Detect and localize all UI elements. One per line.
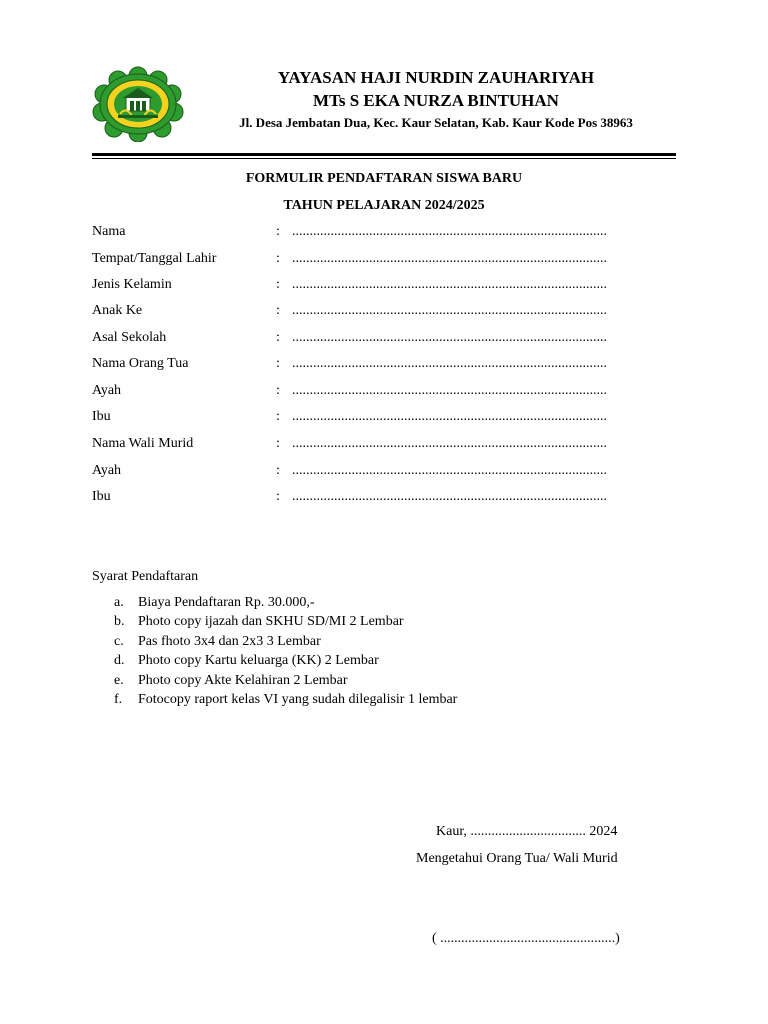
- place-date-line[interactable]: Kaur, ................................. 2024: [436, 824, 618, 839]
- field-row: [92, 330, 652, 350]
- field-colon: :: [276, 224, 280, 239]
- field-label: Nama Orang Tua: [92, 356, 189, 371]
- field-colon: :: [276, 356, 280, 371]
- field-fill-line[interactable]: ..........................................................................................: [292, 303, 607, 318]
- list-marker: d.: [114, 653, 125, 669]
- field-colon: :: [276, 383, 280, 398]
- field-label: Nama: [92, 224, 126, 239]
- list-marker: a.: [114, 595, 124, 610]
- list-text: Photo copy Kartu keluarga (KK) 2 Lembar: [138, 653, 379, 669]
- list-text: Photo copy Akte Kelahiran 2 Lembar: [138, 672, 348, 688]
- list-text: Fotocopy raport kelas VI yang sudah dilegalisir 1 lembar: [138, 691, 458, 707]
- field-row: [92, 436, 652, 456]
- list-marker: f.: [114, 691, 123, 707]
- list-text: Biaya Pendaftaran Rp. 30.000,-: [138, 595, 315, 610]
- form-title: FORMULIR PENDAFTARAN SISWA BARU: [245, 171, 523, 186]
- field-fill-line[interactable]: ..........................................................................................: [292, 489, 607, 504]
- field-label: Ayah: [92, 463, 122, 478]
- field-label: Ibu: [92, 409, 111, 424]
- field-row: [92, 489, 652, 509]
- field-row: [92, 463, 652, 483]
- academic-year: TAHUN PELAJARAN 2024/2025: [283, 198, 485, 213]
- signature-name-line[interactable]: ( ..................................................): [432, 931, 620, 946]
- field-colon: :: [276, 436, 280, 451]
- field-label: Ibu: [92, 489, 111, 504]
- school-emblem-icon: [90, 66, 186, 142]
- school-logo: [90, 66, 186, 142]
- field-fill-line[interactable]: ..........................................................................................: [292, 251, 607, 266]
- field-fill-line[interactable]: ..........................................................................................: [292, 409, 607, 424]
- acknowledgement-label: Mengetahui Orang Tua/ Wali Murid: [416, 851, 618, 866]
- field-label: Anak Ke: [92, 303, 143, 318]
- field-fill-line[interactable]: ..........................................................................................: [292, 383, 607, 398]
- field-fill-line[interactable]: ..........................................................................................: [292, 356, 607, 371]
- field-colon: :: [276, 251, 280, 266]
- field-fill-line[interactable]: ..........................................................................................: [292, 330, 607, 345]
- field-colon: :: [276, 489, 280, 504]
- field-row: [92, 251, 652, 271]
- header-divider-thick: [92, 153, 676, 156]
- field-colon: :: [276, 409, 280, 424]
- header-divider-thin: [92, 158, 676, 159]
- field-fill-line[interactable]: ..........................................................................................: [292, 277, 607, 292]
- field-label: Tempat/Tanggal Lahir: [92, 251, 217, 266]
- field-row: [92, 277, 652, 297]
- field-row: [92, 356, 652, 376]
- school-address: Jl. Desa Jembatan Dua, Kec. Kaur Selatan, Kab. Kaur Kode Pos 38963: [239, 115, 633, 130]
- field-label: Nama Wali Murid: [92, 436, 194, 451]
- field-colon: :: [276, 303, 280, 318]
- field-row: [92, 383, 652, 403]
- field-row: [92, 303, 652, 323]
- field-colon: :: [276, 330, 280, 345]
- field-fill-line[interactable]: ..........................................................................................: [292, 463, 607, 478]
- list-text: Pas fhoto 3x4 dan 2x3 3 Lembar: [138, 633, 321, 649]
- list-marker: e.: [114, 672, 124, 688]
- field-colon: :: [276, 463, 280, 478]
- list-text: Photo copy ijazah dan SKHU SD/MI 2 Lembar: [138, 614, 404, 630]
- field-row: [92, 224, 652, 244]
- field-row: [92, 409, 652, 429]
- field-fill-line[interactable]: ..........................................................................................: [292, 436, 607, 451]
- field-fill-line[interactable]: ..........................................................................................: [292, 224, 607, 239]
- list-marker: c.: [114, 633, 124, 649]
- field-colon: :: [276, 277, 280, 292]
- school-name: MTs S EKA NURZA BINTUHAN: [313, 91, 559, 110]
- field-label: Asal Sekolah: [92, 330, 167, 345]
- list-marker: b.: [114, 614, 125, 630]
- requirements-title: Syarat Pendaftaran: [92, 569, 199, 584]
- foundation-name: YAYASAN HAJI NURDIN ZAUHARIYAH: [277, 68, 595, 87]
- field-label: Jenis Kelamin: [92, 277, 172, 292]
- field-label: Ayah: [92, 383, 122, 398]
